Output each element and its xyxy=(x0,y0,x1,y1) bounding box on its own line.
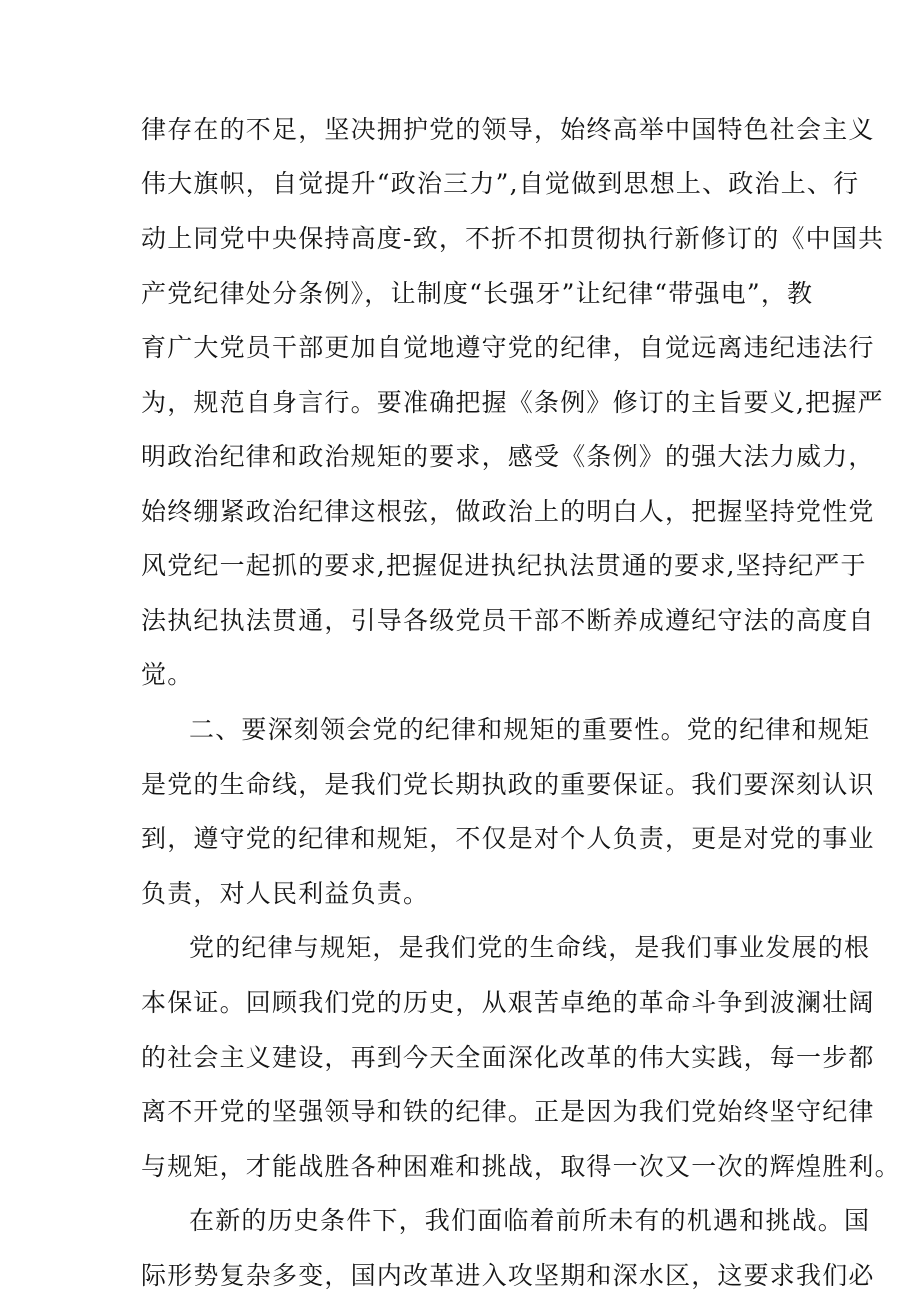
text-line-16: 党的纪律与规矩，是我们党的生命线，是我们事业发展的根 xyxy=(189,933,871,962)
text-line-7: 明政治纪律和政治规矩的要求，感受《条例》的强大法力威力， xyxy=(141,442,875,471)
text-line-20: 与规矩，才能战胜各种困难和挑战，取得一次又一次的辉煌胜利。 xyxy=(141,1152,901,1181)
text-line-3: 动上同党中央保持高度-致，不折不扣贯彻执行新修订的《中国共 xyxy=(141,224,885,253)
text-line-11: 觉。 xyxy=(141,660,194,689)
text-line-12: 二、要深刻领会党的纪律和规矩的重要性。党的纪律和规矩 xyxy=(189,715,871,744)
text-line-13: 是党的生命线，是我们党长期执政的重要保证。我们要深刻认识 xyxy=(141,770,875,799)
text-line-5: 育广大党员干部更加自觉地遵守党的纪律，自觉远离违纪违法行 xyxy=(141,333,875,362)
text-line-22: 际形势复杂多变，国内改革进入攻坚期和深水区，这要求我们必 xyxy=(141,1261,875,1290)
text-line-21: 在新的历史条件下，我们面临着前所未有的机遇和挑战。国 xyxy=(189,1206,871,1235)
text-line-9: 风党纪一起抓的要求,把握促进执纪执法贯通的要求,坚持纪严于 xyxy=(141,551,867,580)
text-line-8: 始终绷紧政治纪律这根弦，做政治上的明白人，把握坚持党性党 xyxy=(141,497,875,526)
text-line-14: 到，遵守党的纪律和规矩，不仅是对个人负责，更是对党的事业 xyxy=(141,824,875,853)
text-line-17: 本保证。回顾我们党的历史，从艰苦卓绝的革命斗争到波澜壮阔 xyxy=(141,988,875,1017)
text-line-10: 法执纪执法贯通，引导各级党员干部不断养成遵纪守法的高度自 xyxy=(141,606,875,635)
text-line-1: 律存在的不足，坚决拥护党的领导，始终高举中国特色社会主义 xyxy=(141,115,875,144)
text-line-18: 的社会主义建设，再到今天全面深化改革的伟大实践，每一步都 xyxy=(141,1043,875,1072)
text-line-4: 产党纪律处分条例》，让制度“长强牙”让纪律“带强电”，教 xyxy=(141,279,814,308)
text-line-6: 为，规范自身言行。要准确把握《条例》修订的主旨要义,把握严 xyxy=(141,388,884,417)
text-line-19: 离不开党的坚强领导和铁的纪律。正是因为我们党始终坚守纪律 xyxy=(141,1097,875,1126)
text-line-2: 伟大旗帜，自觉提升“政治三力”,自觉做到思想上、政治上、行 xyxy=(141,169,860,198)
text-line-15: 负责，对人民利益负责。 xyxy=(141,879,430,908)
